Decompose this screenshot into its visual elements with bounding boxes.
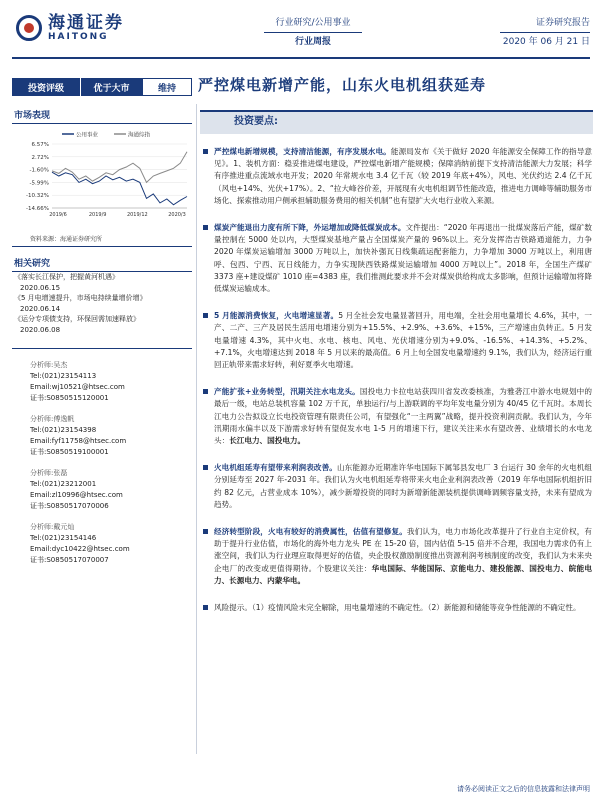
analyst-name: 分析师:吴杰 — [30, 361, 68, 369]
analyst-name: 分析师:戴元灿 — [30, 523, 75, 531]
analyst-cert: 证书:S0850519100001 — [30, 448, 109, 456]
divider — [12, 246, 192, 247]
y-tick-label: -1.60% — [29, 167, 49, 174]
key-points-body — [202, 146, 592, 629]
key-point-text: 山东能源办近期准许华电国际下属邹县发电厂 3 台运行 30 余年的火电机组分别延寿至 2027 年-2031 年。我们认为火电机组延寿将带来火电企业利润表改善（2019 年华电国际机组折旧约 82 亿元，占营业成本 10%），减少新增投资的同时为新增新能源装机提供调峰调频容量支持，未来有望成为趋势。 — [214, 463, 592, 509]
chart-source: 资料来源：海通证券研究所 — [30, 236, 103, 243]
header-category — [258, 14, 368, 51]
logo-en: HAITONG — [48, 32, 109, 42]
related-date: 2020.06.08 — [20, 325, 61, 334]
risk-warning — [202, 602, 592, 614]
rating-value: 优于大市 — [80, 78, 142, 96]
key-point-lead: 产能扩张+业务转型，汛期关注水电龙头。 — [214, 387, 360, 397]
key-point-lead: 5 月能源消费恢复，火电增速显著。 — [214, 311, 339, 321]
series-line-utilities — [52, 172, 187, 205]
header-divider — [12, 57, 590, 59]
logo-cn: 海通证券 — [48, 13, 124, 33]
key-point-text: 我们认为，电力市场化改革提升了行业自主定价权，有助于提升行业估值，市场化的海外电力龙头 PE 在 15-20 倍，国内估值 5-15 倍并不合理，我国电力需求仍有上涨空间，我们认为行业理应取得更好的估值，央企股权激励制度推出资源利润考核制度的改变，我们认为未来央企电厂的改变或更值得期待。个股建议关注： — [214, 527, 592, 573]
key-point-text: 能源局发布《关于做好 2020 年能源安全保障工作的指导意见》。1、装机方面：稳妥推进煤电建设，严控煤电新增产能规模；保障消纳前提下支持清洁能源大力发展；科学有序推进重点流域水电开发；2020 年常规水电 3.4 亿千瓦（较 2019 年底+4%），风电、光伏约达 2.4 亿千瓦（风电+14%、光伏+17%）。2、“拉大峰谷价差，开展现有火电机组调节性能改造，推进电力调峰等辅助服务市场化、探索推动用户侧承担辅助服务费用的相关机制”也有望扩大火电行业收入来源。 — [214, 147, 592, 205]
key-point-text: 国投电力卡拉电站获四川省发改委核准，为雅砻江中游水电规划中的最后一级，电站总装机容量 102 万千瓦，单独运行/与上游联调的平均年发电量分别为 40/45 亿千瓦时。本周长江电力公告拟设立长电投资管理有限责任公司，有望强化“一主两翼”战略，提升投资利润贡献。我们认为，今年汛期雨水偏丰以及下游需求好转有望促发水电 1-5 月的增速下行，建议关注来水有望改善、业绩增长的水电龙头： — [214, 387, 592, 446]
key-point — [202, 386, 592, 447]
report-date: 2020 年 06 月 21 日 — [502, 37, 590, 47]
report-kind: 证券研究报告 — [535, 18, 590, 28]
analyst-card — [30, 468, 190, 512]
market-chart — [12, 128, 192, 220]
related-date: 2020.06.15 — [20, 283, 61, 292]
key-point-lead: 严控煤电新增规模，支持清洁能源，有序发展水电。 — [214, 147, 391, 156]
report-type: 行业周报 — [294, 37, 331, 47]
key-point-lead: 火电机组延寿有望带来利润表改善。 — [214, 463, 337, 473]
market-chart-svg — [12, 128, 192, 220]
related-heading: 相关研究 — [12, 256, 192, 272]
legend-label: 海通综指 — [128, 132, 151, 139]
legend-label: 公用事业 — [76, 132, 99, 139]
related-title: 《运分专项债支持，环保回需加速释放》 — [14, 315, 140, 323]
related-item[interactable] — [14, 314, 192, 335]
analyst-cert: 证书:S0850517070007 — [30, 556, 109, 564]
y-tick-label: -10.32% — [26, 193, 49, 200]
key-point — [202, 310, 592, 371]
company-logo — [16, 8, 166, 48]
rating-action: 维持 — [142, 78, 192, 96]
analyst-name: 分析师:张磊 — [30, 469, 68, 477]
key-point — [202, 526, 592, 587]
x-tick-label: 2019/6 — [49, 212, 67, 218]
analyst-email[interactable]: Email:dyc10422@htsec.com — [30, 545, 130, 553]
analyst-tel: Tel:(021)23154398 — [30, 426, 97, 434]
y-tick-label: 2.72% — [31, 154, 49, 161]
related-title: 《落实长江保护，把握黄河机遇》 — [14, 273, 119, 281]
analyst-tel: Tel:(021)23154113 — [30, 372, 97, 380]
related-title: 《5 月电增速提升，市场电持续量增价增》 — [14, 294, 147, 302]
x-tick-label: 2019/12 — [126, 212, 148, 218]
y-tick-label: 6.57% — [31, 142, 49, 148]
related-list — [14, 272, 192, 335]
analyst-email[interactable]: Email:fyf11758@htsec.com — [30, 437, 127, 445]
risk-text: 风险提示。（1）疫情风险未完全解除，用电量增速的不确定性。（2）新能源和储能等竞争性能源的不确定性。 — [214, 603, 581, 613]
y-tick-label: -14.66% — [26, 206, 49, 212]
investment-rating — [12, 78, 192, 96]
key-points-heading: 投资要点: — [200, 110, 593, 134]
x-tick-label: 2020/3 — [168, 212, 186, 218]
related-date: 2020.06.14 — [20, 304, 61, 313]
analyst-list — [30, 360, 190, 566]
x-tick-label: 2019/9 — [88, 212, 107, 218]
analyst-cert: 证书:S0850515120001 — [30, 394, 109, 402]
analyst-tel: Tel:(021)23154146 — [30, 534, 97, 542]
analyst-email[interactable]: Email:wj10521@htsec.com — [30, 383, 125, 391]
column-divider — [196, 104, 197, 754]
key-point-lead: 经济转型阶段，火电有较好的消费属性，估值有望修复。 — [214, 527, 407, 537]
rating-label: 投资评级 — [12, 78, 80, 96]
analyst-name: 分析师:傅逸帆 — [30, 415, 75, 423]
key-point-picks: 华电国际、华能国际、京能电力、建投能源、国投电力、皖能电力、长源电力、内蒙华电。 — [214, 563, 593, 585]
key-point — [202, 462, 592, 511]
divider — [12, 348, 192, 349]
market-heading: 市场表现 — [12, 108, 192, 124]
analyst-card — [30, 522, 190, 566]
key-point-text: 5 月全社会发电量显著回升，用电端，全社会用电量增长 4.6%，其中，一产、二产、三产及居民生活用电增速分别为+15.5%、+2.9%、+3.6%、+15%，三产增速由负转正。5 月发电量增速 4.3%，其中火电、水电、核电、风电、光伏增速分别为+9.0%、-16.5%、+14.3%、+5.2%、+7.1%，火电增速达到 2018 年 5 月以来的最高值。6 月上旬全国发电量增速约 9.1%，我们认为，经济运行重回正轨带来需求好转，利好夏季火电增速。 — [214, 311, 592, 370]
key-point — [202, 146, 592, 207]
analyst-tel: Tel:(021)23212001 — [30, 480, 97, 488]
y-tick-label: -5.99% — [29, 180, 49, 187]
analyst-cert: 证书:S0850517070006 — [30, 502, 109, 510]
header-right — [470, 14, 590, 51]
disclaimer-footer: 请务必阅读正文之后的信息披露和法律声明 — [457, 785, 590, 793]
key-point-picks: 长江电力、国投电力。 — [229, 436, 306, 446]
key-point-lead: 煤炭产能退出力度有所下降，外运增加或降低煤炭成本。 — [214, 223, 406, 233]
related-item[interactable] — [14, 272, 192, 293]
key-point — [202, 222, 592, 295]
key-point-text: 文件提出：“2020 年再退出一批煤炭落后产能，煤矿数量控制在 5000 处以内，大型煤炭基地产量占全国煤炭产量的 96%以上。充分发挥浩吉铁路通道能力，力争 2020 年煤炭运输增加 3000 万吨以上，加快补强瓦日线集疏运配套能力，力争增加 3000 万吨以上，利用唐呼、包西、宁西、瓦日线能力，力争实现陕西铁路煤炭运输增加 4000 万吨以上”。2018 年，全国生产煤矿 3373 座+建设煤矿 1010 座=4383 座，我们推测此要求并不会对煤炭供给构成太多影响，但预计运输增加将降低煤炭运输成本。 — [214, 223, 593, 294]
analyst-email[interactable]: Email:zl10996@htsec.com — [30, 491, 123, 499]
report-title: 严控煤电新增产能，山东火电机组获延寿 — [198, 76, 487, 94]
logo-mark-icon — [16, 15, 42, 41]
category-label: 行业研究/公用事业 — [275, 18, 351, 28]
related-item[interactable] — [14, 293, 192, 314]
analyst-card — [30, 414, 190, 458]
analyst-card — [30, 360, 190, 404]
